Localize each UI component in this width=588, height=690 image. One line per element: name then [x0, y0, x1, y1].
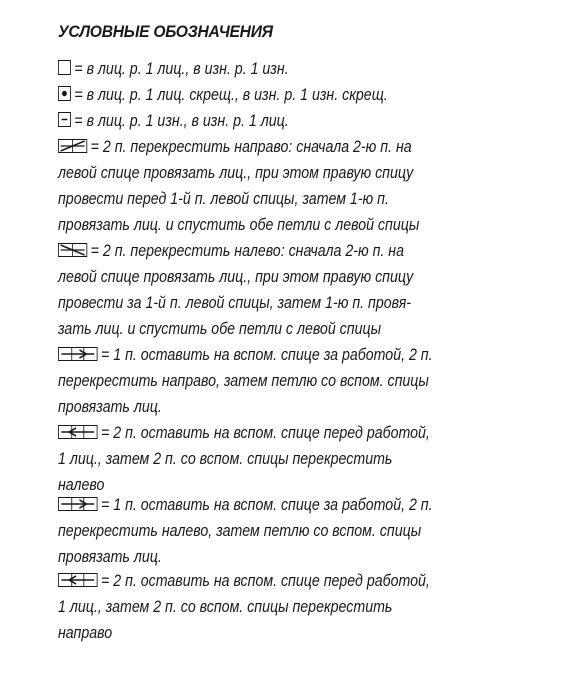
- legend-title: УСЛОВНЫЕ ОБОЗНАЧЕНИЯ: [58, 22, 273, 41]
- dash-square-icon: [58, 112, 71, 127]
- dot-square-icon: [58, 86, 71, 101]
- cross-right-2-icon: [58, 139, 87, 153]
- legend-entry-cable-front-left: = 2 п. оставить на вспом. спице перед работой, 1 лиц., затем 2 п. со вспом. спицы перекрестить налево: [58, 424, 430, 494]
- cable-front-right-icon: [58, 573, 98, 587]
- legend-entry-cable-back-right: = 1 п. оставить на вспом. спице за работой, 2 п. перекрестить направо, затем петлю со вспом. спицы провязать лиц.: [58, 346, 433, 416]
- cable-back-right-icon: [58, 347, 98, 361]
- cable-back-left-icon: [58, 497, 98, 511]
- legend-entry-cable-front-right: = 2 п. оставить на вспом. спице перед работой, 1 лиц., затем 2 п. со вспом. спицы перекрестить направо: [58, 572, 430, 642]
- legend-entry-cable-back-left: = 1 п. оставить на вспом. спице за работой, 2 п. перекрестить налево, затем петлю со вспом. спицы провязать лиц.: [58, 496, 433, 566]
- legend-entry-twisted: = в лиц. р. 1 лиц. скрещ., в изн. р. 1 изн. скрещ.: [58, 82, 578, 108]
- cross-left-2-icon: [58, 243, 87, 257]
- empty-square-icon: [58, 60, 71, 75]
- cable-front-left-icon: [58, 425, 98, 439]
- legend-entry-knit: = в лиц. р. 1 лиц., в изн. р. 1 изн.: [58, 56, 578, 82]
- legend-entry-purl: = в лиц. р. 1 изн., в изн. р. 1 лиц.: [58, 108, 578, 134]
- legend-entry-cross-left: = 2 п. перекрестить налево: сначала 2-ю п. на левой спице провязать лиц., при этом правую спицу провести за 1-й п. левой спицы, затем 1-ю п. провя- зать лиц. и спустить обе петли с левой спицы: [58, 242, 414, 338]
- legend-entry-cross-right: = 2 п. перекрестить направо: сначала 2-ю п. на левой спице провязать лиц., при этом правую спицу провести перед 1-й п. левой спицы, затем 1-ю п. провязать лиц. и спустить обе петли с левой спицы: [58, 138, 420, 234]
